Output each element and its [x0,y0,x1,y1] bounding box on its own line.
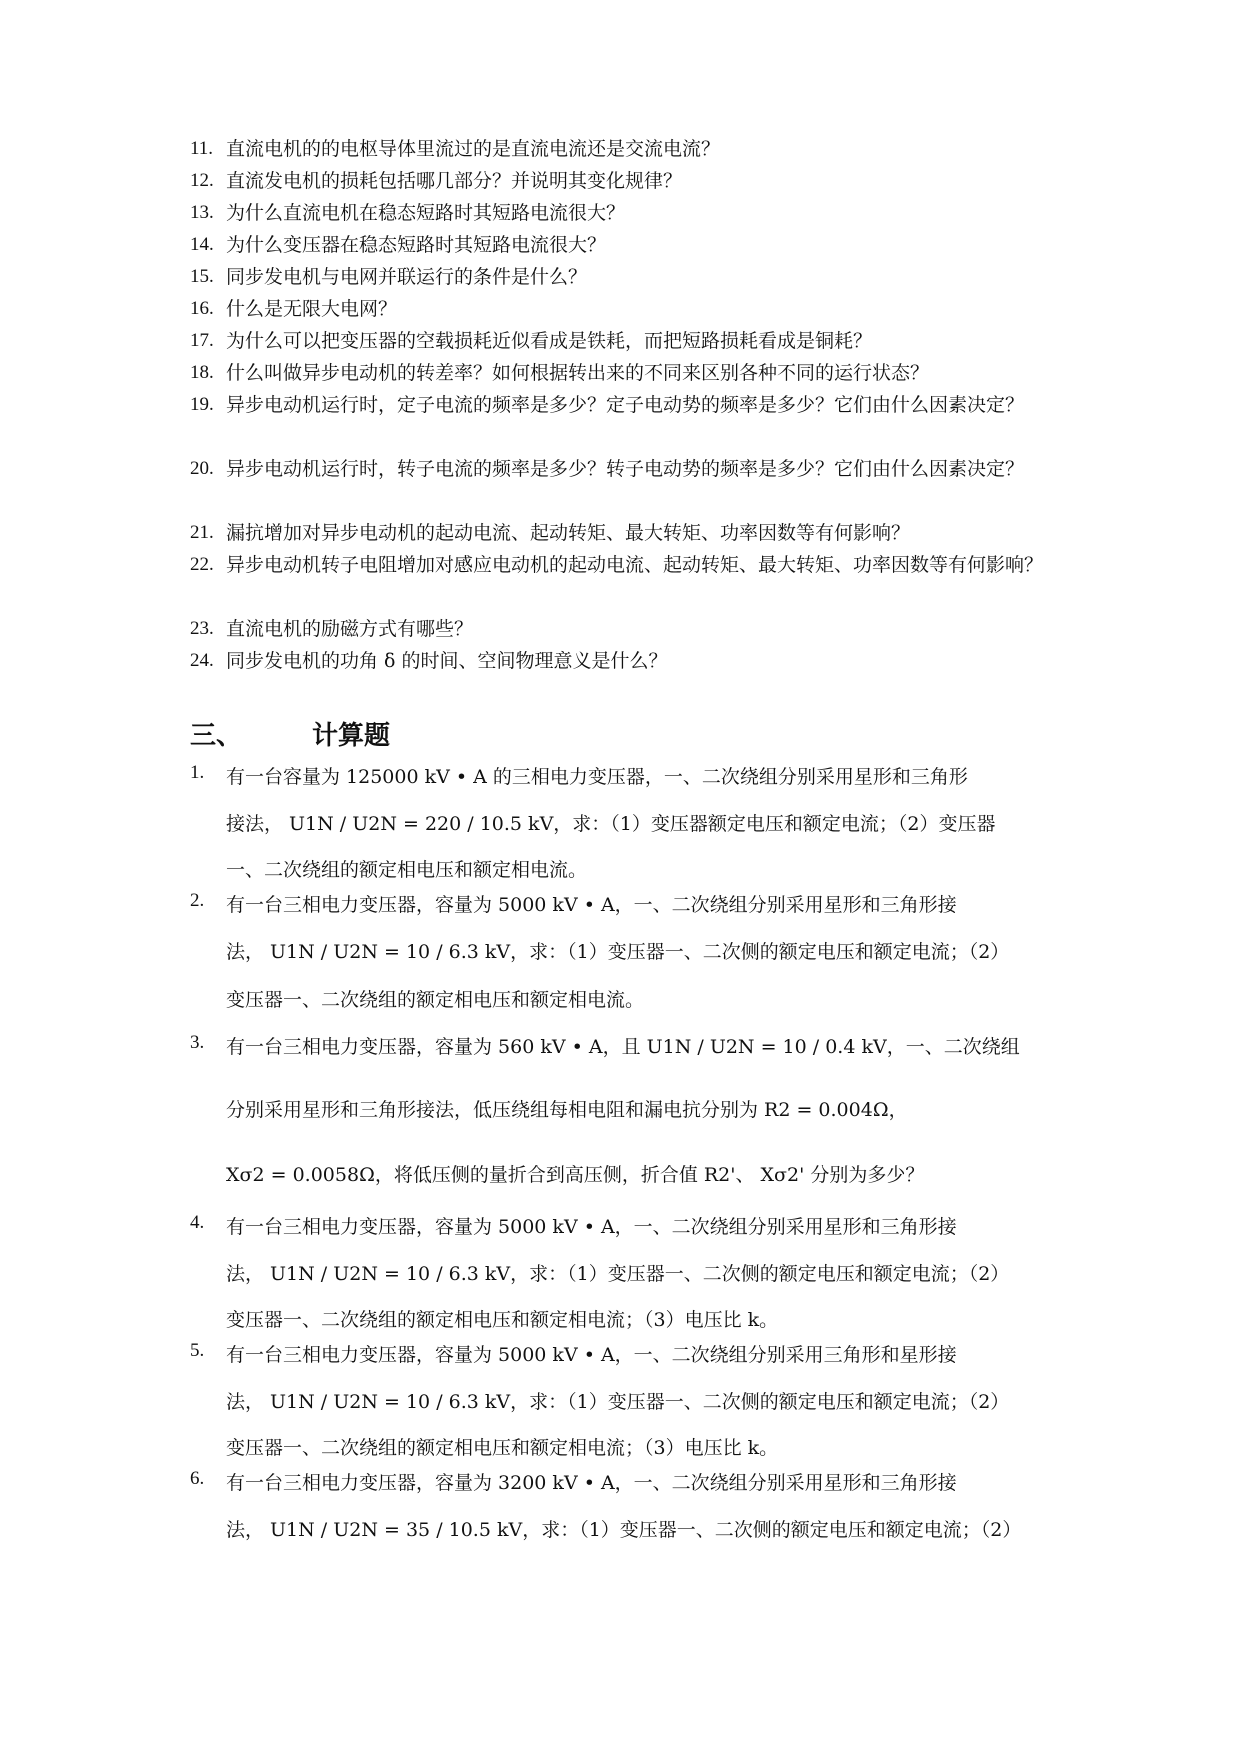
item-text: 同步发电机的功角 δ 的时间、空间物理意义是什么？ [226,650,668,672]
item-text: 什么叫做异步电动机的转差率？如何根据转出来的不同来区别各种不同的运行状态？ [226,362,930,384]
problem-line: 法， U1N / U2N = 35 / 10.5 kV，求：（1）变压器一、二次侧的额定电压和额定电流；（2） [226,1519,1022,1541]
problem-number: 2. [190,890,205,911]
item-text: 为什么变压器在稳态短路时其短路电流很大？ [226,234,607,256]
problem-line: 法， U1N / U2N = 10 / 6.3 kV，求：（1）变压器一、二次侧的额定电压和额定电流；（2） [226,941,1010,963]
problem-line: 有一台三相电力变压器，容量为 5000 kV • A，一、二次绕组分别采用星形和三角形接 [226,894,957,916]
item-number: 23. [190,618,214,639]
list-item [190,165,1060,197]
problem-line: 法， U1N / U2N = 10 / 6.3 kV，求：（1）变压器一、二次侧的额定电压和额定电流；（2） [226,1391,1010,1413]
list-item [190,389,1060,421]
problem-line: 有一台容量为 125000 kV • A 的三相电力变压器，一、二次绕组分别采用星形和三角形 [226,766,968,788]
problem-line: 有一台三相电力变压器，容量为 5000 kV • A，一、二次绕组分别采用星形和三角形接 [226,1216,957,1238]
item-number: 18. [190,362,214,383]
item-text: 异步电动机运行时，定子电流的频率是多少？定子电动势的频率是多少？它们由什么因素决定？ [226,394,1025,416]
problem-line: 有一台三相电力变压器，容量为 5000 kV • A，一、二次绕组分别采用三角形和星形接 [226,1344,957,1366]
item-number: 16. [190,298,214,319]
problem-line: 有一台三相电力变压器，容量为 560 kV • A，且 U1N / U2N = 10 / 0.4 kV，一、二次绕组 [226,1036,1020,1058]
item-text: 同步发电机与电网并联运行的条件是什么？ [226,266,588,288]
problem-line: 法， U1N / U2N = 10 / 6.3 kV，求：（1）变压器一、二次侧的额定电压和额定电流；（2） [226,1263,1010,1285]
item-text: 直流发电机的损耗包括哪几部分？并说明其变化规律？ [226,170,683,192]
list-item [190,453,1060,485]
problem-line: 有一台三相电力变压器，容量为 3200 kV • A，一、二次绕组分别采用星形和三角形接 [226,1472,957,1494]
problem-line: 接法， U1N / U2N = 220 / 10.5 kV，求：（1）变压器额定电压和额定电流；（2）变压器 [226,813,996,835]
section-index: 三、 [190,721,243,751]
list-item [190,293,1060,325]
list-item [190,517,1060,549]
item-number: 11. [190,138,214,159]
item-number: 15. [190,266,214,287]
item-number: 21. [190,522,214,543]
item-number: 22. [190,554,214,575]
item-number: 24. [190,650,214,671]
section-heading [190,715,390,752]
item-number: 13. [190,202,214,223]
list-item [190,229,1060,261]
item-number: 19. [190,394,214,415]
item-text: 为什么可以把变压器的空载损耗近似看成是铁耗，而把短路损耗看成是铜耗？ [226,330,873,352]
list-item [190,261,1060,293]
list-item [190,549,1060,581]
list-item [190,613,1060,645]
list-item [190,357,1060,389]
item-text: 直流电机的的电枢导体里流过的是直流电流还是交流电流？ [226,138,721,160]
item-text: 什么是无限大电网？ [226,298,398,320]
section-title: 计算题 [312,721,391,751]
item-text: 异步电动机运行时，转子电流的频率是多少？转子电动势的频率是多少？它们由什么因素决定？ [226,458,1025,480]
item-number: 12. [190,170,214,191]
list-item [190,197,1060,229]
problem-number: 3. [190,1032,205,1053]
problem-line: 变压器一、二次绕组的额定相电压和额定相电流；（3）电压比 k。 [226,1309,779,1331]
item-number: 17. [190,330,214,351]
problem-line: 变压器一、二次绕组的额定相电压和额定相电流；（3）电压比 k。 [226,1437,779,1459]
list-item [190,133,1060,165]
item-text: 直流电机的励磁方式有哪些？ [226,618,474,640]
list-item [190,645,1060,677]
problem-number: 4. [190,1212,205,1233]
problem-line: 变压器一、二次绕组的额定相电压和额定相电流。 [226,989,645,1011]
problem-number: 6. [190,1468,205,1489]
problem-line: 一、二次绕组的额定相电压和额定相电流。 [226,859,588,881]
item-text: 为什么直流电机在稳态短路时其短路电流很大？ [226,202,626,224]
item-number: 14. [190,234,214,255]
problem-line: 分别采用星形和三角形接法，低压绕组每相电阻和漏电抗分别为 R2 = 0.004Ω， [226,1099,908,1121]
list-item [190,325,1060,357]
item-number: 20. [190,458,214,479]
item-text: 漏抗增加对异步电动机的起动电流、起动转矩、最大转矩、功率因数等有何影响？ [226,522,911,544]
item-text: 异步电动机转子电阻增加对感应电动机的起动电流、起动转矩、最大转矩、功率因数等有何影响？ [226,554,1044,576]
problem-line: Xσ2 = 0.0058Ω，将低压侧的量折合到高压侧，折合值 R2'、 Xσ2' 分别为多少？ [226,1164,925,1186]
problem-number: 5. [190,1340,205,1361]
problem-number: 1. [190,762,205,783]
